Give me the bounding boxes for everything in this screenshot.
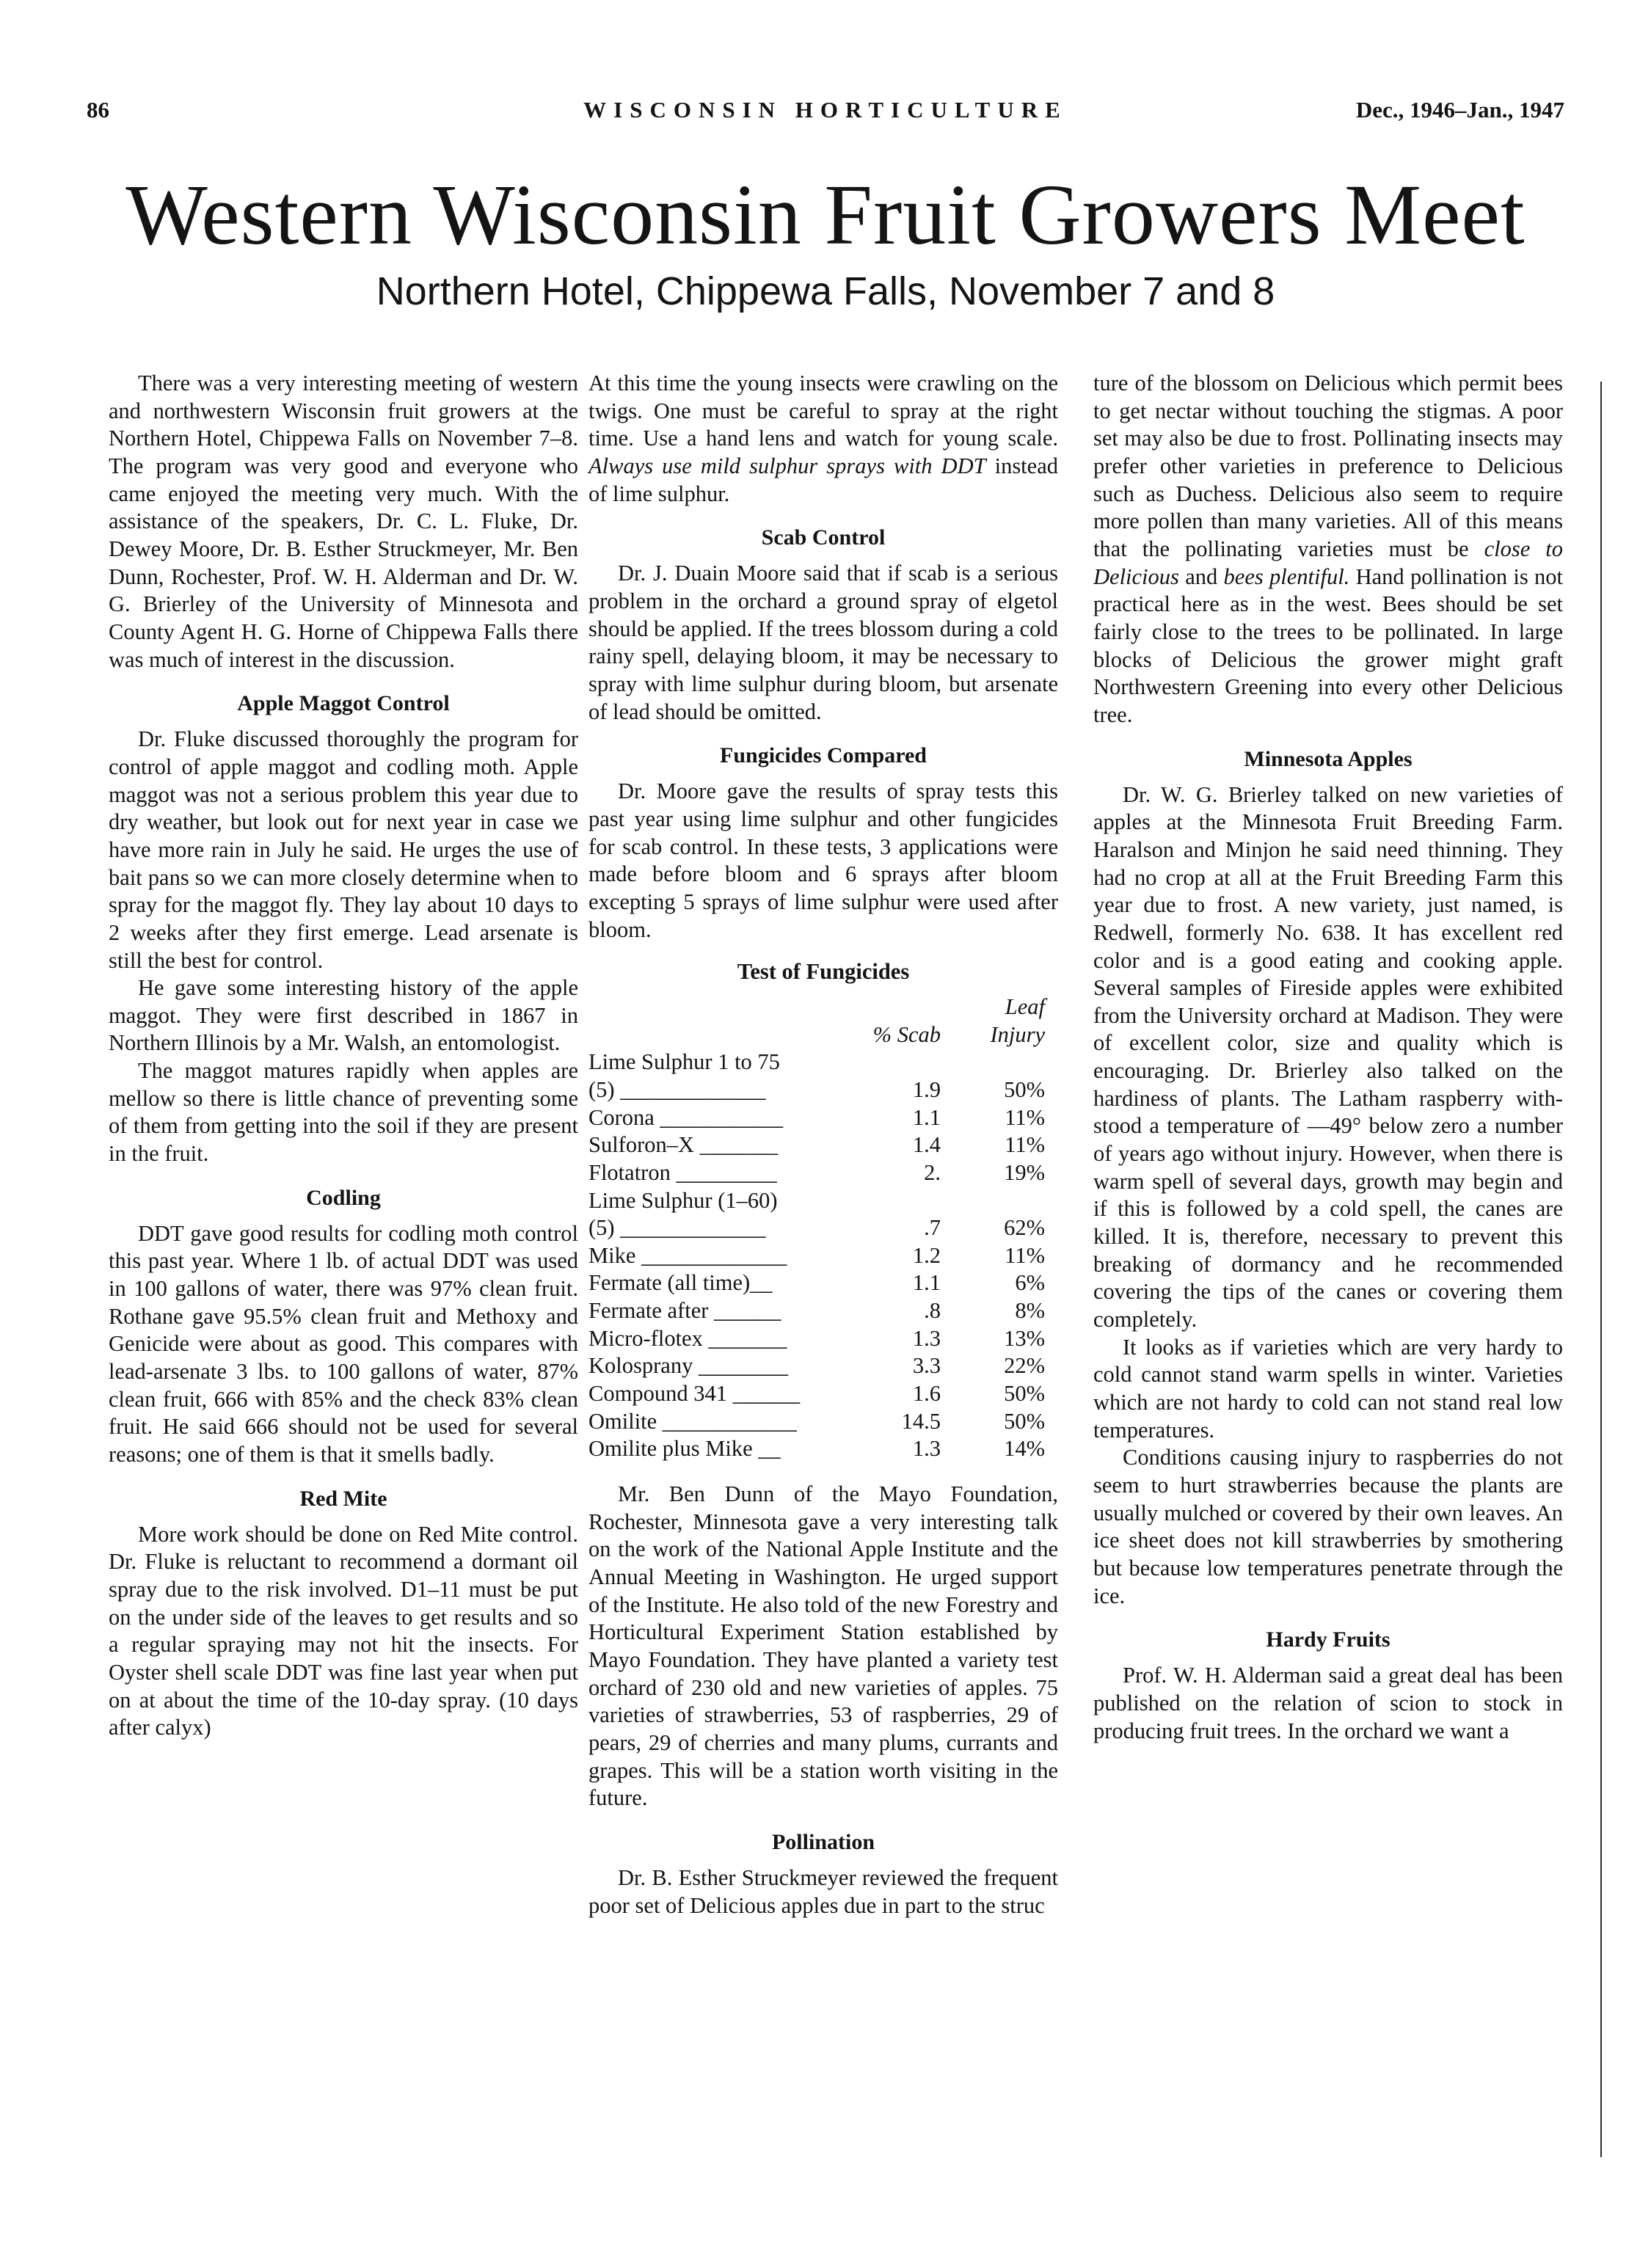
section-heading-fungicides: Fungicides Compared	[720, 743, 927, 768]
leaf-injury-cell: 19%	[1004, 1159, 1045, 1185]
section-heading-apple-maggot: Apple Maggot Control	[237, 691, 450, 716]
emphasis-text: Always use mild sulphur sprays with DDT	[588, 453, 986, 478]
running-head	[87, 97, 1564, 132]
table-row	[588, 1408, 1058, 1436]
fungicide-name-cell: Fermate (all time)__	[588, 1270, 773, 1296]
article-subtitle: Northern Hotel, Chippewa Falls, November 7 and 8	[376, 269, 1275, 313]
table-header-leaf: Leaf	[1005, 993, 1045, 1019]
section-heading-red-mite: Red Mite	[299, 1486, 387, 1511]
fungicide-name-cell: Lime Sulphur (1–60)	[588, 1187, 778, 1213]
leaf-injury-cell: 11%	[1005, 1132, 1045, 1158]
scab-percent-cell: 1.1	[912, 1270, 941, 1296]
section-heading-codling: Codling	[306, 1185, 381, 1210]
paragraph: Conditions causing injury to raspberries do not seem to hurt strawberries because the plants are usually mulched or covered by their own leaves. An ice sheet does not kill strawberries by smothering but because low temperatures penetrate through the ice.	[1093, 1445, 1563, 1608]
paragraph: DDT gave good results for codling moth control this past year. Where 1 lb. of actual DDT was used in 100 gallons of water, there was 97% clean fruit. Rothane gave 95.5% clean fruit and Methoxy and Genicide were about as good. This compares with lead-arsenate 3 lbs. to 100 gallons of water, 87% clean fruit, 666 with 85% and the check 83% clean fruit. He said 666 should not be used for several reasons; one of them is that it smells badly.	[109, 1220, 578, 1467]
paragraph: Dr. Moore gave the results of spray tests this past year using lime sulphur and other fungicides for scab control. In these tests, 3 applications were made before bloom and 6 sprays after bloom excepting 5 sprays of lime sulphur were used after bloom.	[588, 779, 1058, 942]
table-row	[588, 1380, 1058, 1408]
table-row	[588, 1159, 1058, 1187]
text-run: and	[1185, 564, 1218, 589]
paragraph: The maggot matures rapidly when apples are mellow so there is little chance of preventing some of them from getting into the soil if they are present in the fruit.	[109, 1058, 578, 1167]
text-run: At this time the young insects were crawling on the twigs. One must be careful to spray at the right time. Use a hand lens and watch for young scale.	[588, 371, 1058, 451]
table-row	[588, 1131, 1058, 1159]
leaf-injury-cell: 11%	[1005, 1104, 1045, 1130]
fungicide-name-cell: Omilite ____________	[588, 1408, 797, 1434]
scab-percent-cell: 1.4	[912, 1132, 941, 1158]
text-run: instead of lime sulphur.	[588, 453, 1058, 506]
scab-percent-cell: 1.1	[912, 1104, 941, 1130]
section-heading-hardy-fruits: Hardy Fruits	[1266, 1627, 1391, 1652]
emphasis-text: bees plentiful.	[1223, 564, 1350, 589]
leaf-injury-cell: 6%	[1015, 1270, 1045, 1296]
paragraph	[588, 370, 1058, 508]
page-number: 86	[87, 97, 109, 123]
leaf-injury-cell: 8%	[1015, 1298, 1045, 1324]
column-2	[588, 370, 1058, 1919]
publication-name: WISCONSIN HORTICULTURE	[583, 97, 1068, 123]
fungicide-name-cell: Kolosprany ________	[588, 1353, 788, 1379]
scab-percent-cell: 3.3	[912, 1353, 941, 1379]
table-row	[588, 1076, 1058, 1104]
leaf-injury-cell	[948, 1049, 1058, 1076]
paragraph: Mr. Ben Dunn of the Mayo Foundation, Rochester, Minnesota gave a very interesting talk on the work of the National Apple Institute and the Annual Meeting in Washington. He urged support of the Institute. He also told of the new Forestry and Horticultural Experiment Station established by Mayo Foundation. They have planted a variety test orchard of 230 old and new varieties of apples. 75 varieties of strawberries, 53 of raspberries, 29 of pears, 29 of cherries and many plums, currants and grapes. This will be a station worth visiting in the future.	[588, 1481, 1058, 1811]
fungicide-name-cell: Corona ___________	[588, 1104, 784, 1130]
table-row	[588, 1352, 1058, 1380]
text-run: ture of the blossom on Delicious which permit bees to get nectar without touching the stigmas. A poor set may also be due to frost. Pollinating insects may prefer other varieties in preference to Delicious such as Duchess. Delicious also seem to require more pollen than many varieties. All of this means that the pollinating varieties must be	[1093, 371, 1563, 561]
table-header-empty	[864, 993, 948, 1021]
leaf-injury-cell: 11%	[1005, 1242, 1045, 1268]
section-heading-pollination: Pollination	[771, 1829, 875, 1854]
scab-percent-cell	[864, 1187, 948, 1215]
column-1	[109, 370, 578, 1742]
scab-percent-cell: 1.6	[912, 1381, 941, 1407]
leaf-injury-cell: 50%	[1004, 1076, 1045, 1102]
paragraph: Dr. B. Esther Struckmeyer reviewed the frequent poor set of Delicious apples due in part to the struc	[588, 1864, 1058, 1918]
paragraph: Dr. Fluke discussed thoroughly the program for control of apple maggot and codling moth. Apple maggot was not a serious problem this year due to dry weather, but look out for next year in case we have more rain in July he said. He urges the use of bait pans so we can more closely determine when to spray for the maggot fly. They lay about 10 days to 2 weeks after they first emerge. Lead arsenate is still the best for control.	[109, 726, 578, 973]
leaf-injury-cell: 50%	[1004, 1381, 1045, 1407]
table-row	[588, 1242, 1058, 1270]
scab-percent-cell: 1.9	[912, 1076, 941, 1102]
table-row	[588, 1104, 1058, 1132]
fungicide-table	[588, 993, 1058, 1463]
column-3	[1093, 370, 1563, 1745]
issue-date: Dec., 1946–Jan., 1947	[1355, 97, 1564, 123]
paragraph: He gave some interesting history of the apple maggot. They were first described in 1867 in Northern Illinois by a Mr. Walsh, an entomologist.	[109, 975, 578, 1056]
fungicide-name-cell: Mike _____________	[588, 1242, 787, 1268]
table-row	[588, 1214, 1058, 1242]
paragraph: Dr. W. G. Brierley talked on new varieties of apples at the Minnesota Fruit Breeding Farm. Haralson and Minjon he said need thinning. They had no crop at all at the Fruit Breeding Farm this year due to frost. A new variety, just named, is Redwell, formerly No. 638. It has excellent red color and is a good eating and cooking apple. Several samples of Fireside apples were exhibited from the University orchard at Madison. They were of excellent color, size and quality which is encouraging. Dr. Brierley also talked on the hardiness of plants. The Latham raspberry withstood a temperature of —49° below zero a number of years ago without injury. However, when there is warm spell of several days, growth may begin and if this is followed by a cold spell, the canes are killed. It is, therefore, necessary to prevent this breaking of dormancy and he recommended covering the tips of the canes or covering them completely.	[1093, 781, 1563, 1332]
scab-percent-cell: .7	[924, 1215, 941, 1241]
fungicide-name-cell: Lime Sulphur 1 to 75	[588, 1049, 780, 1075]
scab-percent-cell: 1.3	[912, 1325, 941, 1351]
emphasis-text: close to Delicious	[1093, 536, 1564, 589]
table-row	[588, 1325, 1058, 1353]
leaf-injury-cell: 13%	[1004, 1325, 1045, 1351]
leaf-injury-cell: 14%	[1004, 1436, 1045, 1462]
table-header-blank	[588, 993, 864, 1021]
scab-percent-cell: 2.	[924, 1159, 941, 1185]
fungicide-name-cell: (5) _____________	[588, 1215, 766, 1241]
table-title: Test of Fungicides	[737, 959, 910, 985]
paragraph: More work should be done on Red Mite control. Dr. Fluke is reluctant to recommend a dormant oil spray due to the risk involved. D1–11 must be put on the under side of the leaves to get results and so a regular spraying may not hit the insects. For Oyster shell scale DDT was fine last year when put on at about the time of the 10-day spray. (10 days after calyx)	[109, 1521, 578, 1740]
table-row	[588, 1049, 1058, 1076]
paragraph: Dr. J. Duain Moore said that if scab is a serious problem in the orchard a ground spray of elgetol should be applied. If the trees blossom during a cold rainy spell, delaying bloom, it may be necessary to spray with lime sulphur during bloom, but arsenate of lead should be omitted.	[588, 561, 1058, 724]
margin-rule	[1600, 382, 1602, 2157]
paragraph: Prof. W. H. Alderman said a great deal has been published on the relation of scion to stock in producing fruit trees. In the orchard we want a	[1093, 1663, 1563, 1743]
paragraph	[1093, 370, 1563, 729]
fungicide-name-cell: Compound 341 ______	[588, 1381, 801, 1407]
paragraph: It looks as if varieties which are very hardy to cold cannot stand warm spells in winter. Varieties which are not hardy to cold can not stand real low temperatures.	[1093, 1334, 1563, 1443]
leaf-injury-cell: 50%	[1004, 1408, 1045, 1434]
scab-percent-cell: 1.2	[912, 1242, 941, 1268]
section-heading-scab-control: Scab Control	[761, 525, 886, 550]
table-row	[588, 1435, 1058, 1463]
scab-percent-cell	[864, 1049, 948, 1076]
fungicide-name-cell: Omilite plus Mike __	[588, 1436, 781, 1462]
fungicide-name-cell: Sulforon–X _______	[588, 1132, 779, 1158]
section-heading-minnesota-apples: Minnesota Apples	[1244, 746, 1413, 771]
table-row	[588, 1187, 1058, 1215]
scab-percent-cell: 1.3	[912, 1436, 941, 1462]
intro-paragraph: There was a very interesting meeting of western and northwestern Wisconsin fruit growers at the Northern Hotel, Chippewa Falls on November 7–8. The program was very good and everyone who came enjoyed the meeting very much. With the assistance of the speakers, Dr. C. L. Fluke, Dr. Dewey Moore, Dr. B. Esther Struckmeyer, Mr. Ben Dunn, Rochester, Prof. W. H. Alderman and Dr. W. G. Brierley of the University of Minnesota and County Agent H. G. Horne of Chippewa Falls there was much of interest in the discussion.	[109, 371, 578, 672]
fungicide-name-cell: Fermate after ______	[588, 1298, 781, 1324]
article-title: Western Wisconsin Fruit Growers Meet	[125, 167, 1526, 263]
fungicide-name-cell: (5) _____________	[588, 1076, 766, 1102]
table-header-injury: Injury	[990, 1021, 1045, 1047]
table-row	[588, 1297, 1058, 1325]
table-header-scab: % Scab	[872, 1021, 941, 1047]
table-header-blank	[588, 1021, 864, 1049]
leaf-injury-cell	[948, 1187, 1058, 1215]
scab-percent-cell: 14.5	[901, 1408, 941, 1434]
scab-percent-cell: .8	[924, 1298, 941, 1324]
leaf-injury-cell: 62%	[1004, 1215, 1045, 1241]
fungicide-name-cell: Micro-flotex _______	[588, 1325, 787, 1351]
leaf-injury-cell: 22%	[1004, 1353, 1045, 1379]
text-run: Hand pollination is not practical here as in the west. Bees should be set fairly close to the trees to be pollinated. In large blocks of Delicious the grower might graft Northwestern Greening into every other Delicious tree.	[1093, 564, 1564, 727]
table-row	[588, 1269, 1058, 1297]
fungicide-name-cell: Flotatron _________	[588, 1159, 777, 1185]
